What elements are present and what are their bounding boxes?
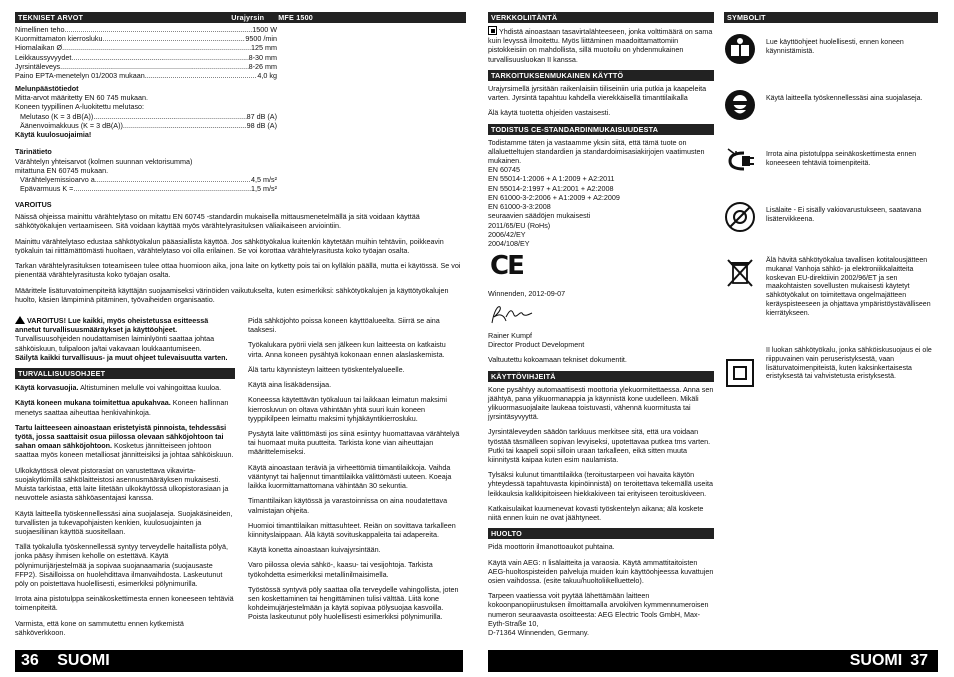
symbol-row: Käytä laitteella työskennellessäsi aina suojalaseja. [724,89,938,137]
place-date: Winnenden, 2012-09-07 [488,289,566,299]
kaytto-paras [488,385,714,523]
symbol-row: Lue käyttöohjeet huolellisesti, ennen koneen käynnistämistä. [724,33,938,81]
safety-paragraph: Käytä aina lisäkädensijaa. [248,380,332,390]
spec-row: Jyrsintäleveys ..... 8-26 mm [15,62,277,71]
noise-spec-row: Melutaso (K = 3 dB(A)) ..... 87 dB (A) [20,112,277,121]
noise-spec-row: Äänenvoimakkuus (K = 3 dB(A)) ..... 98 dB (A) [20,121,277,130]
ce-mark: CE [490,251,523,282]
huolto-paragraph: Tarpeen vaatiessa voit pyytää lähettämään laitteen kokoonpanopiirustuksen ilmoittamalla arvokilven kymmennumeroisen numeron seuraavasta osoitteesta: AEG Electric Tools GmbH, Max-Eyth-Straße 10, D-71364 Winnenden, Germany. [488,591,709,638]
noise-section [15,84,277,193]
varoitus-paragraph: Näissä ohjeissa mainittu värähtelytaso on mitattu EN 60745 -standardin mukaisella mittausmenetelmällä ja sitä voidaan käyttää sähkötyökalujen vertaamiseen. Sitä voidaan käyttää myös värähtelyrasituksen väliaikaiseen arviointiin. [15,212,420,231]
left-col1 [15,316,235,643]
vib-spec-row: Värähtelyemissioarvo a ..... 4,5 m/s² [20,175,277,184]
noise-warn: Käytä kuulosuojaimia! [15,130,92,140]
ce-text: Todistamme täten ja vastaamme yksin siitä, että tämä tuote on allaluetteltujen standardien ja standardoimisasiakirjojen vaatimusten mukainen. EN 60745 EN 55014-1:2006 + A 1:2009 + A2:2011 EN 55014-2:1997 + A1:2001 + A2:2008 EN 61000-3-2:2006 + A1:2009 + A2:2009 EN 61000-3-3:2008 seuraavien säädöjen mukaisesti 2011/65/EU (RoHs) 2006/42/EY 2004/108/EY [488,137,705,248]
kaytto-paragraph: Jyrsintäleveyden säädön tarkkuus merkitsee sitä, että ura voidaan työstää täsmälleen sopivan levyiseksi, upotettavaa putkea tms varten. Putki tai kaapeli sopii silloin uraan tarkalleen, eikä sitten muuta kiinnitystä kaipaa kuten esim naulamista. [488,427,711,465]
varoitus-paragraph: Määrittele lisäturvatoimenpiteitä käyttäjän suojaamiseksi värinöiden vaikutukselta, kuten esimerkiksi: sähkötyökalujen ja käyttötyökalujen huolto, käsien lämpiminä pitäminen, työvaiheiden organisaatio. [15,285,449,304]
spec-row: Leikkaussyvyydet ..... 8-30 mm [15,53,277,62]
safety-paragraph: Pysäytä laite välittömästi jos siinä esiintyy huomattavaa värähtelyä tai huomaat muita puutteita. Tarkista kone vian aiheuttajan määrittelemiseksi. [248,428,460,457]
vib-spec-row: Epävarmuus K = ..... 1,5 m/s² [20,184,277,193]
verkko-header: VERKKOLIITÄNTÄ [488,12,714,23]
tarkoitus-header: TARKOITUKSENMUKAINEN KÄYTTÖ [488,70,714,81]
safety-paragraph: Pidä sähköjohto poissa koneen käyttöalueelta. Siirrä se aina taaksesi. [248,316,440,335]
huolto-header: HUOLTO [488,528,714,539]
specs-section [15,12,466,23]
safety-paragraph: Timanttilaikan käytössä ja varastoinnissa on aina noudatettava valmistajan ohjeita. [248,496,448,515]
safety-paragraph: Käytä korvasuojia. Altistuminen melulle voi vahingoittaa kuuloa. [15,383,222,393]
safety-paragraph: Ulkokäytössä olevat pistorasiat on varustettava vikavirta-suojakytkimillä sähkölaitteistosi asennusmääräyksen mukaisesti. Muista tarkistaa, että laite liitetään ulkokäytössä ulkopistorasiaan ja neuvottele asiasta sähköasentajasi kanssa. [15,465,229,503]
safety-paragraph: Käytä ainoastaan teräviä ja virheettömiä tiimantilaikkoja. Vaihda vääntynyt tai haljennut timanttilaikka välittömästi uuteen. Koeaja laikka kuormittamattomana vähintään 30 sekuntia. [248,462,452,491]
class-ii-small-icon [488,26,497,35]
symbol-row: II luokan sähkötyökalu, jonka sähköiskusuojaus ei ole riippuvainen vain peruseristyksestä, vaan lisäturvatoimenpiteistä, kuten kaksinkertaisesta eristyksestä tai vahvistetusta eristyksestä. [724,347,938,389]
kaytto-header: KÄYTTÖVIHJEITÄ [488,371,714,382]
varoitus-section [15,200,463,310]
safety-paragraph: Koneessa käytettävän työkaluun tai laikkaan leimatun maksimi kierrosluvun on oltava vähintään yhtä suuri kuin koneen tyyppikilpeen leimattu maksimi tyhjäkäyntikierrosluku. [248,395,447,423]
varoitus-paras [15,212,463,304]
safety-paragraph: Tartu laitteeseen ainoastaan eristetyistä pinnoista, tehdessäsi työtä, jossa saattaisit osua piilossa olevaan sähköjohtoon tai sahan omaan sähköjohtoon. Kosketus jännitteiseen johtoon saattaa myös koneen metalliosat jännitteisiksi ja johtaa sähköiskuun. [15,422,234,460]
tarkoitus-text-2: Älä käytä tuotetta ohjeiden vastaisesti. [488,108,611,118]
safety-header: TURVALLISUUSOHJEET [15,368,235,379]
kaytto-paragraph: Kone pysähtyy automaattisesti moottoria ylekuormitettaessa. Anna sen jäähtyä, pana ylikuormanappia ja käynnistä kone uudelleen. Mikäli ylikuormasuojalaite laukeaa toistuvasti, vähennä kuormitusta tai jyrsintäsyvyyttä. [488,384,714,422]
specs-header: TEKNISET ARVOT Urajyrsin MFE 1500 [15,12,466,23]
safety-paragraph: Huomioi timanttilaikan mittasuhteet. Reiän on sovittava tarkalleen kiinnityslaippaan. Älä käytä sovituskappaleita tai adapereita. [248,520,456,539]
left-footer: 36 SUOMI [15,650,463,672]
right-col1 [488,12,714,643]
read-manual-icon [724,33,756,65]
safety-paragraph: Käytä laitteella työskennellessäsi aina suojalaseja. Suojakäsineiden, turvallisten ja tukevapohjaisten kenkien, kuulosuojainten ja suojaesiliinan käyttöä suositellaan. [15,508,233,536]
safety-paras [15,383,235,637]
safety-paragraph: Työkalukara pyörii vielä sen jälkeen kun laitteesta on katkaistu virta. Anna koneen pysähtyä kokonaan ennen alaslaskemista. [248,340,446,359]
right-footer: SUOMI 37 [488,650,938,672]
symbol-row: Älä hävitä sähkötyökalua tavallisen kotitalousjätteen mukana! Vanhoja sähkö- ja elektroniikkalaitteita koskevan EU-direktiivin 2002/96/ET ja sen maakohtaisten sovellusten mukaisesti käytetyt sähkötyökalut on toimitettava ongelmajätteen keräyspisteeseen ja ohjattava ympäristöystävälliseen kierrätykseen. [724,257,938,339]
signer-note: Valtuutettu kokoamaan tekniset dokumentit. [488,355,627,365]
specs-list [15,25,277,80]
safety-paragraph: Varo piilossa olevia sähkö-, kaasu- tai vesijohtoja. Tarkista työkohdetta esimerkiksi metallinilmaisimella. [248,560,433,579]
safety-paragraph: Työstössä syntyvä pöly saattaa olla terveydelle vahingollista, joten sen koskettaminen tai hengittäminen tulisi välttää. Liitä kone kohdeimujärjestelmään ja käytä sopivaa pölysuojaa kasvoilla. Poista laskeutunut pöly huolellisesti esimerkiksi pölynimurilla. [248,584,459,622]
symbol-row: Lisälaite - Ei sisälly vakiovarustukseen, saatavana lisätervikkeena. [724,201,938,249]
huolto-paras [488,542,714,637]
symbol-row: Irrota aina pistotulppa seinäkoskettimesta ennen koneeseen tehtäviä toimenpiteitä. [724,145,938,193]
spec-row: Kuormittamaton kierrosluku ..... 9500 /min [15,34,277,43]
signature-icon [488,301,558,327]
class-ii-icon [724,357,756,389]
vib-title: Tärinätieto [15,147,52,157]
varoitus-title: VAROITUS [15,200,52,209]
huolto-paragraph: Käytä vain AEG: n lisälaitteita ja varaosia. Käytä ammattitaitoisten AEG-huoltospisteiden palveluja muiden kuin käyttöohjeessa kuvattujen osien vaihdossa. (esite takuu/huoltoliikelluettelo). [488,557,714,586]
safety-paragraph: Tällä työkalulla työskennellessä syntyy terveydelle haitallista pölyä, jonka pääsy ihmisen keholle on estettävä. Käytä pölynimurijärjestelmää ja sopivaa suojanaamaria (suojausaste FFP2). Sisäilloissa on huolehdittava ilmanvaihdosta. Laskeutunut pöly on poistettava huolellisesti, esimerkiksi pölynimurilla. [15,542,228,589]
tarkoitus-text-1: Urajyrsimellä jyrsitään raikenlaisiin tiiliseiniin uria putkia ja kaapeleita varten. Jyrsintä tapahtuu kahdella vierekkäisellä timanttilaikalla [488,83,707,103]
varoitus-paragraph: Tarkan värähtelyrasituksen toteamiseen tulee ottaa huomioon aika, jona laite on kytketty pois tai on kylläkin päällä, mutta ei käytössä. Se voi pienentää värähtelyrasitusta koko työajan osalta. [15,261,461,280]
verkko-text: Yhdistä ainoastaan tasavirtalähteeseen, jonka volttimäärä on sama kuin levyssä ilmoitettu. Myös liittäminen maadoittamattomiin pistokkeisiin on mahdollista, sillä muotoilu on yhdenmukainen turvallisuusluokan II kanssa. [488,27,713,64]
left-col2 [248,316,463,628]
noise-title: Melunpäästötiedot [15,84,79,93]
safety-paragraph: Varmista, että kone on sammutettu ennen kytkemistä sähköverkkoon. [15,618,184,637]
safety-paragraph: Käytä konetta ainoastaan kuivajyrsintään. [248,545,381,555]
symbols-section [724,12,938,397]
vib-specs [15,175,277,193]
signer-role: Director Product Development [488,340,585,350]
varoitus-paragraph: Mainittu värähtelytaso edustaa sähkötyökalun pääasiallista käyttöä. Jos sähkötyökalua kuitenkin käytetään muihin tehtäviin, poikkeavin työkaluin tai riittämättömästi huoltaen, värähtelytaso voi olla erilainen. Se voi korottaa värähtelyrasitusta koko työajan osalta. [15,236,444,255]
weee-bin-icon [724,257,756,289]
noise-lines: Mitta-arvot määritetty EN 60 745 mukaan. Koneen tyypillinen A-luokitettu melutaso: [15,93,149,112]
spec-row: Hiomalaikan Ø ..... 125 mm [15,43,277,52]
spec-row: Nimellinen teho ..... 1500 W [15,25,277,34]
safety-paragraph: Käytä koneen mukana toimitettua apukahvaa. Koneen hallinnan menetys saattaa aiheuttaa henkivahinkoja. [15,398,229,417]
safety-glasses-icon [724,89,756,121]
warning-triangle-icon [15,316,25,324]
huolto-paragraph: Pidä moottorin ilmanottoaukot puhtaina. [488,542,615,552]
no-accessory-icon [724,201,756,233]
kaytto-paragraph: Katkaisulaikat kuumenevat kovasti työskentelyn aikana; älä koskete niitä ennen kuin ne ovat jäähtyneet. [488,503,704,523]
safety-paragraph: Älä tartu käynnisteyn laitteen työskentelyalueelle. [248,364,405,374]
ce-header: TODISTUS CE-STANDARDINMUKAISUUDESTA [488,124,714,135]
signer-name: Rainer Kumpf [488,330,532,340]
safety-paragraph: Irrota aina pistotulppa seinäkosketti​mesta ennen koneeseen tehtäviä toimenpiteitä. [15,594,234,613]
noise-specs [15,112,277,130]
vib-lines: Värähtelyn yhteisarvot (kolmen suunnan vektorisumma) mitattuna EN 60745 mukaan. [15,156,193,175]
weight-row: Paino EPTA-menetelyn 01/2003 mukaan ..... 4,0 kg [15,71,277,80]
symbols-header: SYMBOLIT [724,12,938,23]
unplug-icon [724,145,756,177]
kaytto-paragraph: Tylsäksi kulunut timanttilaikka (teroitustarpeen voi havaita käytön yhteydessä tapahtuvasta kipinöinnistä) on teroitettava tekemällä useita leikkauksia kalkkipitoiseen hiekkakiveen tai erityiseen teroituskiveen. [488,470,713,498]
warning-box: VAROITUS! Lue kaikki, myös oheistetussa esitteessä annetut turvallisuusmääräykset ja käyttöohjeet. Turvallisuusohjeiden noudattamisen laiminlyönti saattaa johtaa sähköiskuun, tulipaloon ja/tai vakavaan loukkaantumiseen. Säilytä kaikki turvallisuus- ja muut ohjeet tulevaisuutta varten. [15,316,228,362]
